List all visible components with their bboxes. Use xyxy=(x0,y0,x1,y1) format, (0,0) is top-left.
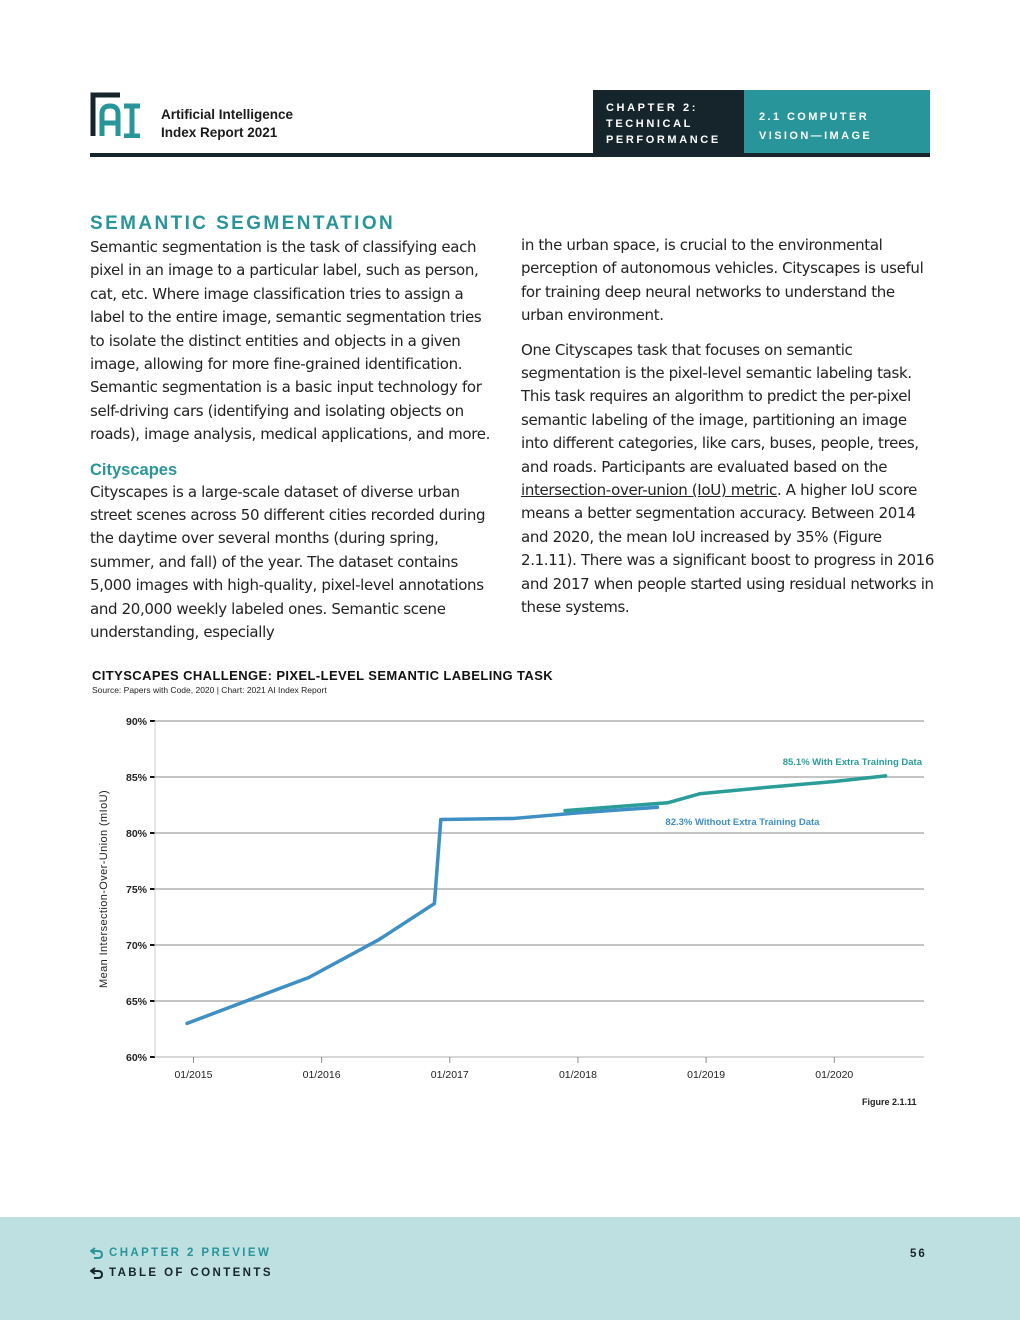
data-point xyxy=(656,806,659,809)
y-tick-label: 60% xyxy=(125,1052,147,1064)
report-title-line1: Artificial Intelligence xyxy=(161,107,294,122)
right-paragraph-2 xyxy=(521,339,936,620)
intro-paragraph: Semantic segmentation is the task of classifying each pixel in an image to a particular label, such as person, cat, etc. Where image classification tries to assign a label to the entire image, semantic segmentation tries to isolate the distinct entities and objects in a given image, allowing for more fine-grained identification. Semantic segmentation is a basic input technology for self-driving cars (identifying and isolating objects on roads), image analysis, medical applications, and more. xyxy=(90,238,491,444)
return-arrow-icon xyxy=(90,1267,104,1279)
data-point xyxy=(833,780,836,783)
chapter-line3: PERFORMANCE xyxy=(606,134,721,146)
right-paragraph-1: in the urban space, is crucial to the environmental perception of autonomous vehicles. Cityscapes is useful for training deep neural networks to understand the urban environment. xyxy=(521,236,924,325)
data-point xyxy=(698,792,701,795)
return-arrow-icon xyxy=(90,1247,104,1259)
x-tick-label: 01/2018 xyxy=(558,1069,597,1081)
right-paragraph-2-start: One Cityscapes task that focuses on semantic segmentation is the pixel-level semantic labeling task. This task requires an algorithm to predict the per-pixel semantic labeling of the image, partitioning an image into different categories, like cars, buses, people, trees, and roads. Participants are evaluated based on the xyxy=(521,340,919,476)
table-of-contents-label: TABLE OF CONTENTS xyxy=(109,1267,273,1279)
data-point xyxy=(666,801,669,804)
cityscapes-subheading: Cityscapes xyxy=(90,460,178,479)
x-tick-label: 01/2020 xyxy=(815,1069,854,1081)
x-tick-label: 01/2019 xyxy=(687,1069,726,1081)
x-tick-label: 01/2015 xyxy=(174,1069,213,1081)
data-point xyxy=(433,902,436,905)
chapter-preview-link[interactable] xyxy=(90,1247,271,1259)
header-divider xyxy=(90,153,930,157)
series-end-label: 85.1% With Extra Training Data xyxy=(782,756,922,768)
data-point xyxy=(884,774,887,777)
section-line2: VISION—IMAGE xyxy=(759,130,873,142)
data-point xyxy=(439,818,442,821)
figure-label: Figure 2.1.11 xyxy=(862,1097,917,1107)
y-tick-label: 75% xyxy=(125,884,147,896)
y-tick-label: 90% xyxy=(125,716,147,728)
data-point xyxy=(756,787,759,790)
table-of-contents-link[interactable] xyxy=(90,1267,273,1279)
ai-index-logo xyxy=(90,92,144,138)
y-tick-label: 85% xyxy=(125,772,147,784)
section-heading: SEMANTIC SEGMENTATION xyxy=(90,213,396,234)
chart-title: CITYSCAPES CHALLENGE: PIXEL-LEVEL SEMANTIC LABELING TASK xyxy=(92,668,554,683)
page-number: 56 xyxy=(910,1248,927,1260)
chart-source: Source: Papers with Code, 2020 | Chart: 2021 AI Index Report xyxy=(92,685,327,695)
section-line1: 2.1 COMPUTER xyxy=(759,111,870,123)
chapter-tag[interactable] xyxy=(593,90,744,153)
series-line-without-extra-data xyxy=(187,807,657,1023)
chapter-line1: CHAPTER 2: xyxy=(606,102,699,114)
report-title xyxy=(161,106,293,142)
cityscapes-chart xyxy=(0,700,1020,1100)
cityscapes-paragraph: Cityscapes is a large-scale dataset of diverse urban street scenes across 50 different cities recorded during the daytime over several months (during spring, summer, and fall) of the year. The dataset contains 5,000 images with high-quality, pixel-level annotations and 20,000 weekly labeled ones. Semantic scene understanding, especially xyxy=(90,482,486,642)
series-line-with-extra-data xyxy=(565,776,885,811)
x-tick-label: 01/2017 xyxy=(430,1069,469,1081)
data-point xyxy=(185,1022,188,1025)
data-point xyxy=(378,938,381,941)
left-column xyxy=(90,212,500,645)
data-point xyxy=(564,809,567,812)
right-column xyxy=(521,234,936,620)
report-title-line2: Index Report 2021 xyxy=(161,125,278,140)
x-tick-label: 01/2016 xyxy=(302,1069,341,1081)
data-point xyxy=(576,811,579,814)
y-tick-label: 70% xyxy=(125,940,147,952)
right-paragraph-2-end: . A higher IoU score means a better segmentation accuracy. Between 2014 and 2020, the mean IoU increased by 35% (Figure 2.1.11). There was a significant boost to progress in 2016 and 2017 when people started using residual networks in these systems. xyxy=(521,481,935,617)
section-tag[interactable] xyxy=(744,90,930,153)
y-tick-label: 65% xyxy=(125,996,147,1008)
y-tick-label: 80% xyxy=(125,828,147,840)
chapter-preview-label: CHAPTER 2 PREVIEW xyxy=(109,1247,272,1259)
data-point xyxy=(307,976,310,979)
y-axis-label: Mean Intersection-Over-Union (mIoU) xyxy=(98,789,110,989)
data-point xyxy=(512,817,515,820)
series-end-label: 82.3% Without Extra Training Data xyxy=(665,817,820,829)
chapter-line2: TECHNICAL xyxy=(606,118,693,130)
iou-metric-link[interactable]: intersection-over-union (IoU) metric xyxy=(521,481,777,500)
